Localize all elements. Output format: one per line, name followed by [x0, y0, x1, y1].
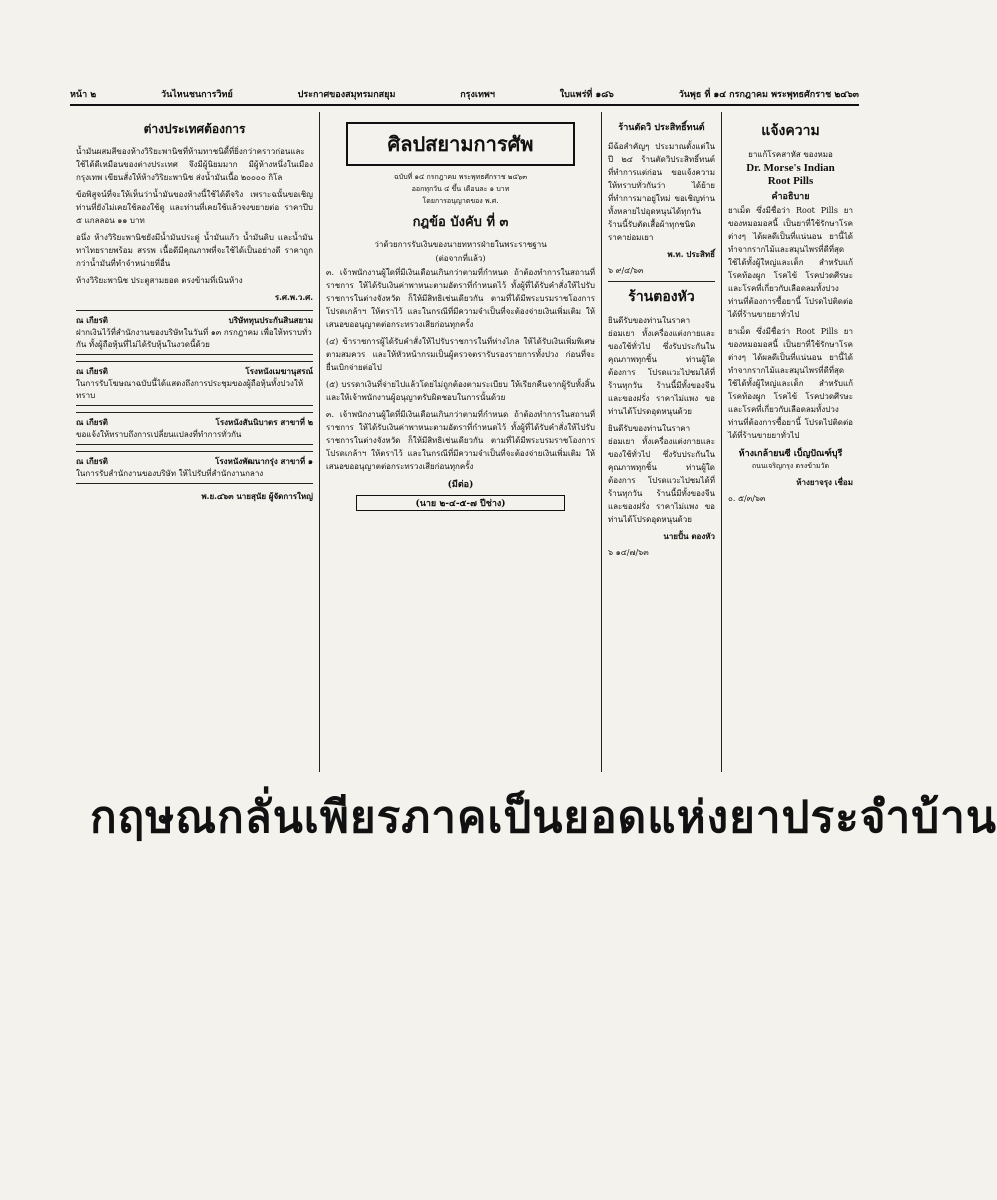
article-signature: ร.ศ.พ.ว.ศ. [274, 292, 313, 302]
shop-address: ถนนเจริญกรุง ตรงข้ามวัด [751, 462, 830, 470]
masthead-sub: โดยการอนุญาตของ พ.ศ. [422, 197, 499, 205]
header-date: วันพุธ ที่ ๑๔ กรกฎาคม พระพุทธศักราช ๒๔๖๓ [678, 90, 859, 100]
notice-block [76, 451, 313, 484]
article-paragraph: น้ำมันผสมสีของห้างวิริยะพานิชที่ห้ามทาชนิดี้ที่ยิ่งกว่าคราวก่อนและใช้ได้ดีเหมือนของต่างประเทศ จึงมีผู้นิยมมาก มีผู้ห้างหนึ่งในเมืองกรุงเทพ เขียนสั่งให้ห้างวิริยะพานิช ส่งน้ำมันเนื้อ ๒๐๐๐๐ กิโล [76, 147, 313, 182]
ad-title: ร้านตัดวิ ประสิทธิ์ทนต์ [618, 123, 705, 133]
article-title: ต่างประเทศต้องการ [143, 122, 246, 136]
ad-title: แจ้งความ [761, 123, 820, 139]
paper-name: วันไหนชนการวิทย์ [161, 90, 233, 100]
notice-block [76, 412, 313, 445]
ad-signature: พ.ท. ประสิทธิ์ [667, 249, 715, 259]
notice-title: บริษัททุนประกันสินสยาม [228, 315, 313, 325]
continued-mark: (มีต่อ) [447, 480, 474, 490]
notice-block [76, 361, 313, 406]
column-3 [602, 112, 722, 772]
ad-body: มีฉ้อสำคัญๆ ประมาณตั้งแต่ในปี ๒๔ ร้านตัดวิประสิทธิ์ทนต์ที่ทำการแต่ก่อน ขอแจ้งความให้ทราบทั่วกันว่า ได้ย้ายที่ทำการมาอยู่ใหม่ ขอเชิญท่านทั้งหลายไปอุดหนุนได้ทุกวัน ร้านนี้รับตัดเสื้อผ้าทุกชนิด ราคาย่อมเยา [608, 142, 715, 242]
ad-body: ยินดีรับของท่านในราคาย่อมเยา ทั้งเครื่องแต่งกายและของใช้ทั่วไป ซึ่งรับประกันในคุณภาพทุกชิ้น ท่านผู้ใดต้องการ โปรดแวะไปชมได้ที่ร้านทุกวัน ร้านนี้มีทั้งของจีนและของฝรั่ง ราคาไม่แพง ขอท่านได้โปรดอุดหนุนด้วย [608, 316, 715, 416]
notice-body: ฝากเงินไว้ที่สำนักงานของบริษัทในวันที่ ๑๓ กรกฎาคม เพื่อให้ทราบทั่วกัน ทั้งผู้ถือหุ้นที่ไม่ได้รับหุ้นในงวดนี้ด้วย [76, 328, 312, 349]
notice-label: ณ เกียรติ [76, 366, 108, 376]
notice-label: ณ เกียรติ [76, 417, 108, 427]
notice-title: โรงหนังเมฆานุสรณ์ [245, 366, 313, 376]
article-paragraph: ๓. เจ้าพนักงานผู้ใดที่มีเงินเดือนเกินกว่าตามที่กำหนด ถ้าต้องทำการในสถานที่ราชการ ให้ได้รับเงินค่าพาหนะตามอัตราที่กำหนดไว้ ทั้งผู้ที่ได้รับคำสั่งให้ไปรับราชการในต่างจังหวัด ก็ให้มีสิทธิเช่นเดียวกัน ตามที่ได้มีพระบรมราชโองการโปรดเกล้าฯ ให้ตราไว้ และในกรณีที่มีความจำเป็นที่จะต้องจ่ายเงินเพิ่มเติม ให้เสนอขออนุญาตต่อกระทรวงเสียก่อนทุกครั้ง [326, 410, 595, 471]
ad-date: ๖ ๙/๔/๖๓ [608, 266, 644, 275]
article-paragraph: (๕) บรรดาเงินที่จ่ายไปแล้วโดยไม่ถูกต้องตามระเบียบ ให้เรียกคืนจากผู้รับทั้งสิ้น และให้เจ้าพนักงานผู้อนุญาตรับผิดชอบในการนั้นด้วย [326, 380, 595, 402]
header-left-note: ประกาศของสมุทรมกสยุม [297, 90, 396, 100]
shop-name: ห้างเกล้ายนซี เบ็ญปัณฑ์บุรี [738, 449, 843, 459]
ad-signature: ห้างยาจรุง เชื่อม [796, 477, 853, 487]
header-city: กรุงเทพฯ [460, 90, 495, 100]
ad-title: ร้านตองหัว [608, 281, 715, 308]
masthead-sub: ฉบับที่ ๑๔ กรกฎาคม พระพุทธศักราช ๒๔๖๓ [394, 173, 527, 181]
footer-slogan: กฤษณกลั่นเพียรภาคเป็นยอดแห่งยาประจำบ้าน [90, 792, 997, 843]
notice-label: ณ เกียรติ [76, 315, 108, 325]
page-number: หน้า ๒ [70, 90, 97, 100]
article-paragraph: ๓. เจ้าพนักงานผู้ใดที่มีเงินเดือนเกินกว่าตามที่กำหนด ถ้าต้องทำการในสถานที่ราชการ ให้ได้รับเงินค่าพาหนะตามอัตราที่กำหนดไว้ ทั้งผู้ที่ได้รับคำสั่งให้ไปรับราชการในต่างจังหวัด ก็ให้มีสิทธิเช่นเดียวกัน ตามที่ได้มีพระบรมราชโองการโปรดเกล้าฯ ให้ตราไว้ และในกรณีที่มีความจำเป็นที่จะต้องจ่ายเงินเพิ่มเติม ให้เสนอขออนุญาตต่อกระทรวงเสียก่อนทุกครั้ง [326, 268, 595, 329]
masthead: ศิลปสยามการศัพ [346, 122, 575, 166]
ad-date: ๖ ๑๔/๗/๖๓ [608, 548, 649, 557]
column-4 [722, 112, 859, 772]
column-2 [320, 112, 602, 772]
article-paragraph: ห้างวิริยะพานิช ประตูสามยอด ตรงข้ามที่เนินห้าง [76, 276, 243, 285]
notice-title: โรงหนังสันนิบาตร สาขาที่ ๒ [215, 417, 313, 427]
article-paragraph: (๔) ข้าราชการผู้ได้รับคำสั่งให้ไปรับราชการในที่ห่างไกล ให้ได้รับเงินเพิ่มพิเศษตามสมควร และให้หัวหน้ากรมเป็นผู้ตรวจตรารับรองรายการทั้งปวง ก่อนที่จะยื่นเบิกจ่ายต่อไป [326, 337, 595, 372]
column-1 [70, 112, 320, 772]
ad-subtitle: ยาแก้โรคสาหัส ของหมอ [748, 150, 833, 159]
masthead-sub: ออกทุกวัน ๔ ขึ้น เดือนละ ๑ บาท [411, 185, 510, 193]
page-header [70, 86, 859, 106]
article-heading: กฎข้อ บังคับ ที่ ๓ [412, 215, 509, 230]
ad-english-title: Dr. Morse's Indian [746, 162, 835, 174]
ad-body: ยินดีรับของท่านในราคาย่อมเยา ทั้งเครื่องแต่งกายและของใช้ทั่วไป ซึ่งรับประกันในคุณภาพทุกชิ้น ท่านผู้ใดต้องการ โปรดแวะไปชมได้ที่ร้านทุกวัน ร้านนี้มีทั้งของจีนและของฝรั่ง ราคาไม่แพง ขอท่านได้โปรดอุดหนุนด้วย [608, 424, 715, 524]
ad-subtitle: คำอธิบาย [771, 192, 810, 202]
ad-date: ๐. ๕/๓/๖๓ [728, 494, 766, 503]
notice-body: ขอแจ้งให้ทราบถึงการเปลี่ยนแปลงที่ทำการทั่วกัน [76, 430, 242, 439]
notice-body: ในการรับสำนักงานของบริษัท ให้ไปรับที่สำนักงานกลาง [76, 469, 264, 478]
ad-english-title: Root Pills [767, 175, 814, 187]
notice-label: ณ เกียรติ [76, 456, 108, 466]
notice-body: ในการรับโฆษณาฉบับนี้ได้แสดงถึงการประชุมของผู้ถือหุ้นทั้งปวงให้ทราบ [76, 379, 304, 400]
ad-signature: นายปั้น ตองหัว [663, 531, 715, 541]
article-subheading: (ต่อจากที่แล้ว) [435, 254, 486, 263]
ad-body: ยาเม็ด ซึ่งมีชื่อว่า Root Pills ยาของหมอมอสนี้ เป็นยาที่ใช้รักษาโรคต่างๆ ได้ผลดีเป็นที่แน่นอน ยานี้ได้ทำจากรากไม้และสมุนไพรที่ดีที่สุด ใช้ได้ทั้งผู้ใหญ่และเด็ก สำหรับแก้โรคท้องผูก โรคไข้ โรคปวดศีรษะ และโรคที่เกี่ยวกับเลือดลมทั้งปวง ท่านที่ต้องการซื้อยานี้ โปรดไปติดต่อได้ที่ร้านขายยาทั่วไป [728, 206, 853, 319]
ad-body: ยาเม็ด ซึ่งมีชื่อว่า Root Pills ยาของหมอมอสนี้ เป็นยาที่ใช้รักษาโรคต่างๆ ได้ผลดีเป็นที่แน่นอน ยานี้ได้ทำจากรากไม้และสมุนไพรที่ดีที่สุด ใช้ได้ทั้งผู้ใหญ่และเด็ก สำหรับแก้โรคท้องผูก โรคไข้ โรคปวดศีรษะ และโรคที่เกี่ยวกับเลือดลมทั้งปวง ท่านที่ต้องการซื้อยานี้ โปรดไปติดต่อได้ที่ร้านขายยาทั่วไป [728, 327, 853, 440]
notice-block [76, 310, 313, 355]
date-box: (นาย ๒-๔-๕-๗ ปีช่าง) [356, 495, 565, 511]
header-issue: ใบแพร่ที่ ๑๘๖ [559, 90, 614, 100]
article-paragraph: ข้อพิสูจน์ที่จะให้เห็นว่าน้ำมันของห้างนี้ใช้ได้ดีจริง เพราะฉนั้นขอเชิญท่านที่ยังไม่เคยใช้ลองใช้ดู และท่านที่เคยใช้แล้วจงขยายต่อ ราคาปีบ ๕ แกลลอน ๑๑ บาท [76, 190, 313, 225]
article-subheading: ว่าด้วยการรับเงินของนายทหารฝ่ายในพระราชฐาน [374, 240, 547, 249]
closing-signature: พ.ย.๔๖๓ นายสุนัย ผู้จัดการใหญ่ [201, 491, 313, 501]
article-paragraph: อนึ่ง ห้างวิริยะพานิชยังมีน้ำมันประดู่ น้ำมันแก้ว น้ำมันดิบ และน้ำมันทาไทยรายพร้อม สรรพ เนื้อดีมีคุณภาพที่จะใช้ได้เป็นอย่างดี ราคาถูกกว่าน้ำมันที่ทำจำหน่ายที่อื่น [76, 233, 313, 268]
columns [70, 112, 859, 772]
notice-title: โรงหนังพัฒนากรุ่ง สาขาที่ ๑ [215, 456, 313, 466]
